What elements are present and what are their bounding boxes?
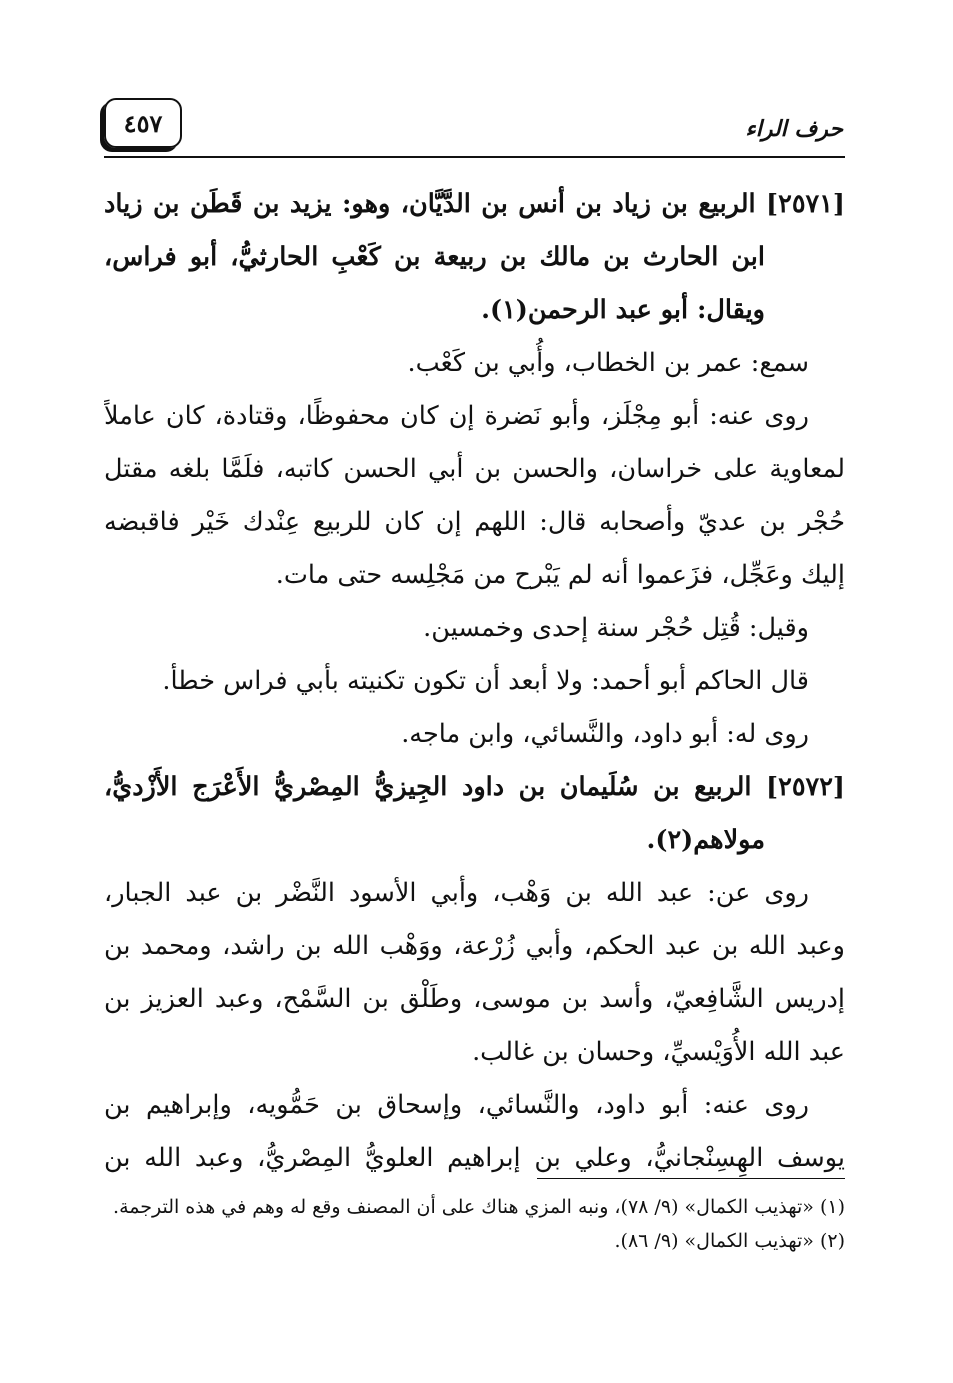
entry-2572-body-line: روى عنه: أبو داود، والنَّسائي، وإسحاق بن حَمُّويه، وإبراهيم بن	[104, 1090, 809, 1120]
entry-2572-body-line: عبد الله الأُوَيْسيِّ، وحسان بن غالب.	[472, 1037, 845, 1067]
entry-2572-body-line: يوسف الهِسِنْجانيُّ، وعلي بن إبراهيم العلويُّ المِصْريُّ، وعبد الله بن	[104, 1143, 845, 1173]
entry-2572-body-line: وعبد الله بن عبد الحكم، وأبي زُرْعة، ووَهْب الله بن راشد، ومحمد بن	[104, 931, 845, 961]
entry-2571-body-line: حُجْر بن عديّ وأصحابه قال: اللهم إن كان للربيع عِنْدك خَيْر فاقبضه	[104, 507, 845, 537]
entry-2571-heading-line-3: ويقال: أبو عبد الرحمن(١).	[481, 295, 765, 325]
entry-2571-body-line: روى عنه: أبو مِجْلَز، وأبو نَضرة إن كان محفوظًا، وقتادة، كان عاملاً	[104, 401, 809, 431]
entry-2571-heading-line-2: ابن الحارث بن مالك بن ربيعة بن كَعْبِ الحارثيُّ، أبو فراس،	[104, 242, 765, 272]
running-head: حرف الراء	[745, 116, 843, 142]
footnote-1: (١) «تهذيب الكمال» (٩/ ٧٨)، ونبه المزي هناك على أن المصنف وقع له وهم في هذه الترجمة.	[113, 1196, 845, 1218]
entry-2571-body-line: لمعاوية على خراسان، والحسن بن أبي الحسن كاتبه، فلَمَّا بلغه مقتل	[104, 454, 845, 484]
page-number	[104, 98, 182, 148]
entry-2571-heading-line-1: [٢٥٧١] الربيع بن زياد بن أنس بن الدَّيَّان، وهو: يزيد بن قَطَن بن زياد	[104, 189, 845, 219]
footnote-rule	[537, 1178, 845, 1179]
entry-2571-body-line: إليك وعَجِّل، فزَعموا أنه لم يَبْرح من مَجْلِسه حتى مات.	[275, 560, 845, 590]
header-rule	[104, 156, 845, 158]
entry-2572-heading-line-1: [٢٥٧٢] الربيع بن سُلَيمان بن داود الجِيزيُّ المِصْريُّ الأَعْرَج الأَزْديُّ،	[104, 772, 845, 802]
entry-2571-body-line: روى له: أبو داود، والنَّسائي، وابن ماجه.	[401, 719, 809, 749]
entry-2571-body-line: سمع: عمر بن الخطاب، وأُبي بن كَعْب.	[407, 348, 809, 378]
entry-2572-body-line: إدريس الشَّافِعيّ، وأسد بن موسى، وطَلْق بن السَّمْح، وعبد العزيز بن	[104, 984, 845, 1014]
entry-2571-body-line: وقيل: قُتِل حُجْر سنة إحدى وخمسين.	[423, 613, 809, 643]
page-number-text: ٤٥٧	[123, 108, 163, 138]
entry-2572-heading-line-2: مولاهم(٢).	[646, 825, 765, 855]
main-text	[104, 178, 845, 1185]
footnote-2: (٢) «تهذيب الكمال» (٩/ ٨٦).	[614, 1230, 845, 1252]
footnotes	[104, 1190, 845, 1258]
entry-2571-body-line: قال الحاكم أبو أحمد: ولا أبعد أن تكون تكنيته بأبي فراس خطأ.	[162, 666, 809, 696]
entry-2572-body-line: روى عن: عبد الله بن وَهْب، وأبي الأسود النَّضْر بن عبد الجبار،	[104, 878, 809, 908]
